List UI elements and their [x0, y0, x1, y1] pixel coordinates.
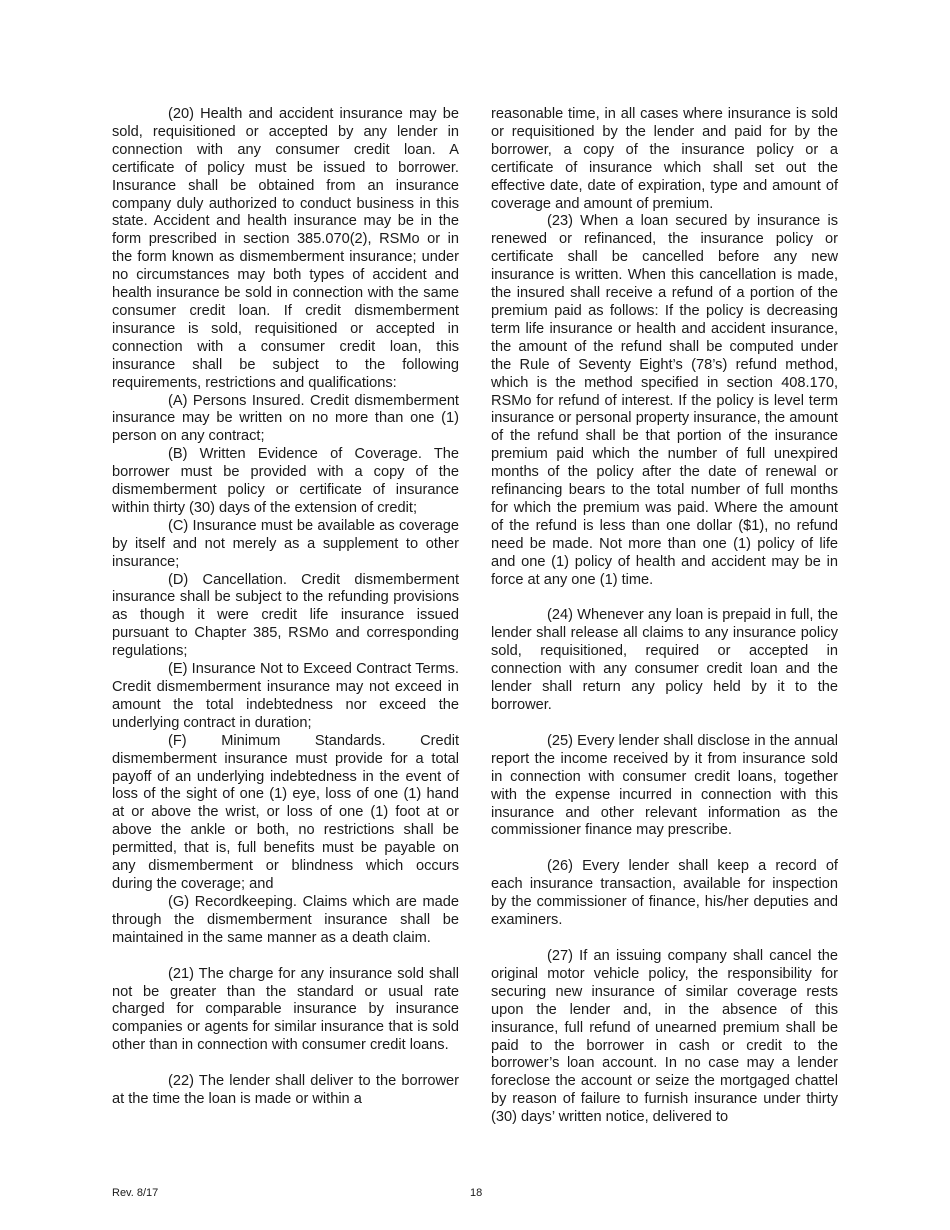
page-number: 18 [470, 1187, 483, 1199]
paragraph-20: (20) Health and accident insurance may be sold, requisitioned or accepted by any lender in connection with any consumer credit loan. A certificate of policy must be issued to borrower. Insurance shall be obtained from an insurance company duly authorized to conduct business in this state. Accident and health insurance may be in the form prescribed in section 385.070(2), RSMo or in the form known as dismemberment insurance; under no circumstances may both types of accident and health insurance be sold in connection with the same consumer credit loan. If credit dismemberment insurance is sold, requisitioned or accepted in connection with a consumer credit loan, this insurance shall be subject to the following requirements, restrictions and qualifications: [112, 106, 459, 391]
paragraph-20e-not-exceed-contract: (E) Insurance Not to Exceed Contract Terms. Credit dismemberment insurance may not exceed in amount the total indebtedness nor exceed the underlying contract in duration; [112, 661, 459, 731]
paragraph-24: (24) Whenever any loan is prepaid in full, the lender shall release all claims to any insurance policy sold, requisitioned, required or accepted in connection with any consumer credit loan and the lender shall return any policy held by it to the borrower. [491, 607, 838, 713]
paragraph-20c-insurance-available: (C) Insurance must be available as coverage by itself and not merely as a supplement to other insurance; [112, 517, 459, 570]
paragraph-22-continued: reasonable time, in all cases where insurance is sold or requisitioned by the lender and paid for by the borrower, a copy of the insurance policy or a certificate of insurance which shall set out the effective date, date of expiration, type and amount of coverage and amount of premium. [491, 106, 838, 212]
paragraph-26: (26) Every lender shall keep a record of each insurance transaction, available for inspection by the commissioner of finance, his/her deputies and examiners. [491, 858, 838, 929]
paragraph-22: (22) The lender shall deliver to the borrower at the time the loan is made or within a [112, 1073, 459, 1108]
paragraph-23: (23) When a loan secured by insurance is renewed or refinanced, the insurance policy or certificate shall be cancelled before any new insurance is written. When this cancellation is made, the insured shall receive a refund of a portion of the premium paid as follows: If the policy is decreasing term life insurance or health and accident insurance, the amount of the refund shall be computed under the Rule of Seventy Eight’s (78’s) refund method, which is the method specified in section 408.170, RSMo for refund of interest. If the policy is level term insurance or personal property insurance, the amount of the refund shall be that portion of the insurance premium paid which the number of full unexpired months of the policy after the date of renewal or refinancing bears to the total number of full months for which the premium was paid. Where the amount of the refund is less than one dollar ($1), no refund need be made. Not more than one (1) policy of life and one (1) policy of health and accident may be in force at any one (1) time. [491, 213, 838, 588]
paragraph-20a-persons-insured: (A) Persons Insured. Credit dismemberment insurance may be written on no more than one (1) person on any contract; [112, 392, 459, 445]
paragraph-20d-cancellation: (D) Cancellation. Credit dismemberment insurance shall be subject to the refunding provisions as though it were credit life insurance issued pursuant to Chapter 385, RSMo and corresponding regulations; [112, 571, 459, 660]
paragraph-21: (21) The charge for any insurance sold shall not be greater than the standard or usual rate charged for comparable insurance by insurance companies or agents for similar insurance that is sold other than in connection with consumer credit loans. [112, 965, 459, 1054]
paragraph-20g-recordkeeping: (G) Recordkeeping. Claims which are made through the dismemberment insurance shall be maintained in the same manner as a death claim. [112, 893, 459, 946]
left-column [112, 106, 459, 1109]
paragraph-25: (25) Every lender shall disclose in the annual report the income received by it from insurance sold in connection with consumer credit loans, together with the expense incurred in connection with this insurance and other relevant information as the commissioner finance may prescribe. [491, 732, 838, 839]
paragraph-27: (27) If an issuing company shall cancel the original motor vehicle policy, the responsibility for securing new insurance of similar coverage rests upon the lender and, in the absence of this insurance, full refund of unearned premium shall be paid to the borrower in cash or credit to the borrower’s loan account. In no case may a lender foreclose the account or seize the mortgaged chattel by reason of failure to furnish insurance under thirty (30) days’ written notice, delivered to [491, 947, 838, 1126]
paragraph-20b-written-evidence: (B) Written Evidence of Coverage. The borrower must be provided with a copy of the dismemberment policy or certificate of insurance within thirty (30) days of the extension of credit; [112, 446, 459, 516]
revision-footer: Rev. 8/17 [112, 1187, 159, 1199]
paragraph-20f-minimum-standards: (F) Minimum Standards. Credit dismemberment insurance must provide for a total payoff of an underlying indebtedness in the event of loss of the sight of one (1) eye, loss of one (1) hand at or above the wrist, or loss of one (1) foot at or above the ankle or both, no restrictions shall be permitted, that is, full benefits must be payable on any dismemberment or blindness which occurs during the coverage; and [112, 732, 459, 892]
right-column [491, 106, 838, 1127]
